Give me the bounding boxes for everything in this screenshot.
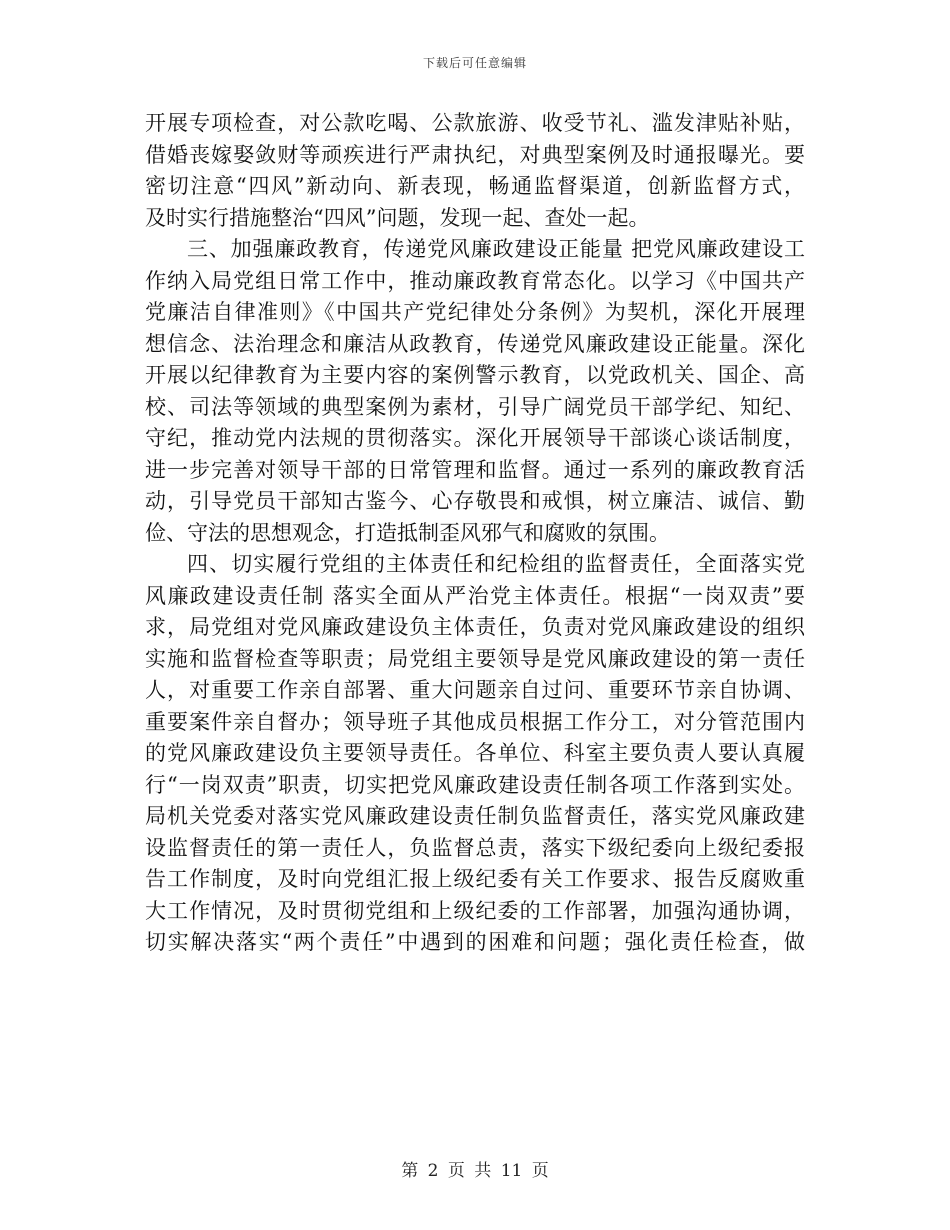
text-line: 重要案件亲自督办；领导班子其他成员根据工作分工，对分管范围内 — [145, 709, 805, 734]
text-line: 实施和监督检查等职责；局党组主要领导是党风廉政建设的第一责任 — [145, 646, 805, 671]
text-line: 设监督责任的第一责任人，负监督总责，落实下级纪委向上级纪委报 — [145, 835, 805, 860]
text-line: 求，局党组对党风廉政建设负主体责任，负责对党风廉政建设的组织 — [145, 615, 805, 639]
text-line: 的党风廉政建设负主要领导责任。各单位、科室主要负责人要认真履 — [145, 741, 805, 765]
text-line: 风廉政建设责任制 落实全面从严治党主体责任。根据“一岗双责”要 — [145, 583, 805, 608]
page-header: 下载后可任意编辑 — [422, 56, 527, 70]
text-line: 想信念、法治理念和廉洁从政教育，传递党风廉政建设正能量。深化 — [145, 331, 805, 356]
text-line: 进一步完善对领导干部的日常管理和监督。通过一系列的廉政教育活 — [145, 457, 805, 482]
text-line: 大工作情况，及时贯彻党组和上级纪委的工作部署，加强沟通协调， — [145, 898, 805, 923]
text-line: 动，引导党员干部知古鉴今、心存敬畏和戒惧，树立廉洁、诚信、勤 — [145, 489, 805, 513]
text-line: 借婚丧嫁娶敛财等顽疾进行严肃执纪，对典型案例及时通报曝光。要 — [145, 142, 805, 167]
text-line: 人，对重要工作亲自部署、重大问题亲自过问、重要环节亲自协调、 — [145, 678, 805, 702]
text-line: 四、切实履行党组的主体责任和纪检组的监督责任，全面落实党 — [187, 552, 805, 576]
text-line: 校、司法等领域的典型案例为素材，引导广阔党员干部学纪、知纪、 — [145, 394, 805, 419]
text-line: 行“一岗双责”职责，切实把党风廉政建设责任制各项工作落到实处。 — [145, 772, 805, 797]
text-line: 作纳入局党组日常工作中，推动廉政教育常态化。以学习《中国共产 — [145, 268, 805, 293]
text-line: 密切注意“四风”新动向、新表现，畅通监督渠道，创新监督方式， — [145, 174, 805, 198]
text-line: 局机关党委对落实党风廉政建设责任制负监督责任，落实党风廉政建 — [145, 804, 805, 828]
text-line: 告工作制度，及时向党组汇报上级纪委有关工作要求、报告反腐败重 — [145, 867, 805, 891]
text-line: 开展以纪律教育为主要内容的案例警示教育，以党政机关、国企、高 — [145, 363, 805, 387]
text-line: 俭、守法的思想观念，打造抵制歪风邪气和腐败的氛围。 — [145, 520, 670, 545]
text-line: 及时实行措施整治“四风”问题，发现一起、查处一起。 — [145, 205, 650, 230]
document-body — [145, 108, 805, 959]
text-line: 守纪，推动党内法规的贯彻落实。深化开展领导干部谈心谈话制度， — [145, 426, 805, 450]
text-line: 切实解决落实“两个责任”中遇到的困难和问题；强化责任检查，做 — [145, 930, 805, 954]
text-line: 党廉洁自律准则》《中国共产党纪律处分条例》为契机，深化开展理 — [145, 300, 805, 324]
text-line: 三、加强廉政教育，传递党风廉政建设正能量 把党风廉政建设工 — [187, 237, 805, 261]
page-footer: 第 2 页 共 11 页 — [401, 1161, 549, 1181]
text-line: 开展专项检查，对公款吃喝、公款旅游、收受节礼、滥发津贴补贴， — [145, 111, 805, 135]
